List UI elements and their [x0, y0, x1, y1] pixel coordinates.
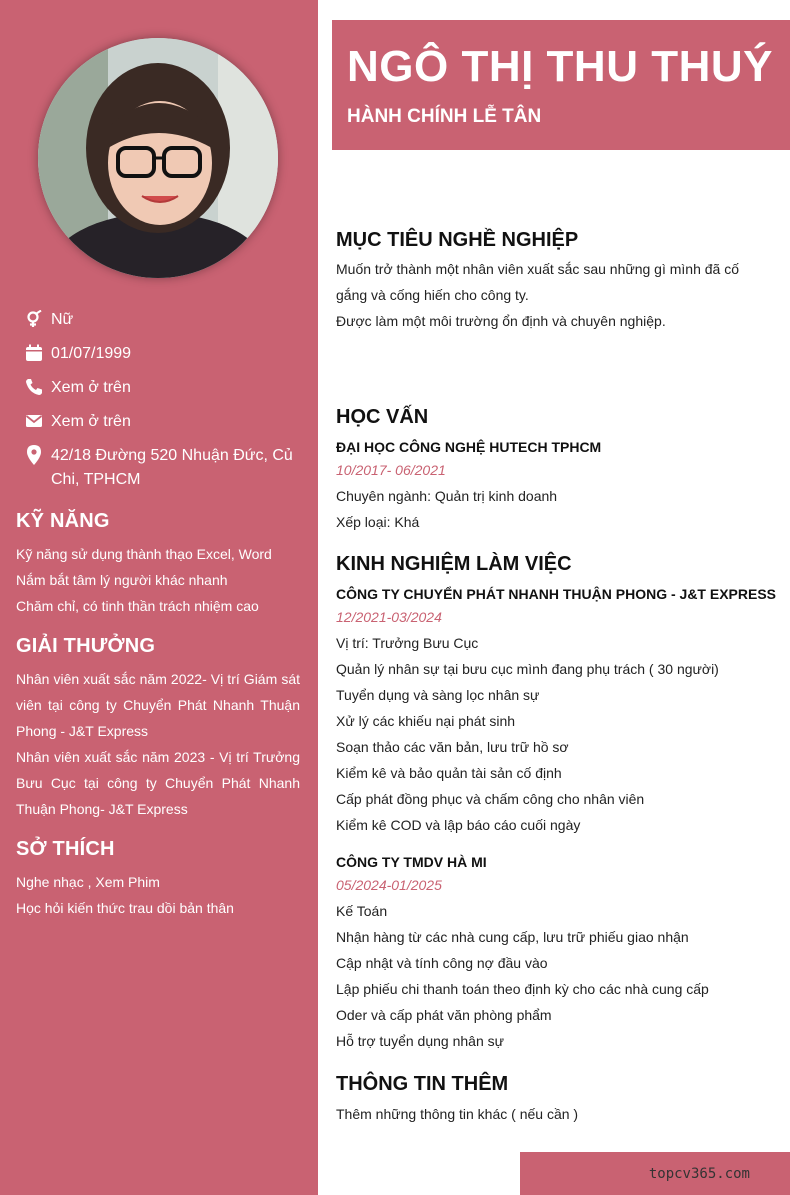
extra-info-line: Thêm những thông tin khác ( nếu cần ) — [336, 1106, 579, 1122]
header-banner — [332, 20, 790, 150]
school-name: ĐẠI HỌC CÔNG NGHỆ HUTECH TPHCM — [336, 439, 602, 455]
award-item: Nhân viên xuất sắc năm 2023 - Vị trí Trưởng Bưu Cục tại công ty Chuyển Phát Nhanh Thuận Phong- J&T Express — [16, 749, 300, 817]
skills-title: KỸ NĂNG — [16, 510, 110, 532]
job-line: Vị trí: Trưởng Bưu Cục — [336, 635, 479, 651]
company-name: CÔNG TY CHUYỂN PHÁT NHANH THUẬN PHONG - J&T EXPRESS — [336, 586, 777, 602]
award-item: Nhân viên xuất sắc năm 2022- Vị trí Giám sát viên tại công ty Chuyển Phát Nhanh Thuận Phong - J&T Express — [16, 671, 300, 739]
job-period: 05/2024-01/2025 — [336, 877, 442, 893]
job-line: Cập nhật và tính công nợ đầu vào — [336, 955, 548, 971]
location-icon — [24, 444, 44, 466]
hobby-item: Nghe nhạc , Xem Phim — [16, 874, 160, 890]
job-line: Lập phiếu chi thanh toán theo định kỳ cho các nhà cung cấp — [336, 981, 709, 997]
email-icon — [24, 410, 44, 432]
contact-gender — [24, 308, 304, 332]
education-line: Chuyên ngành: Quản trị kinh doanh — [336, 488, 558, 504]
objective-line: Muốn trở thành một nhân viên xuất sắc sau những gì mình đã cố gắng và cống hiến cho công ty. — [336, 261, 740, 303]
company-name: CÔNG TY TMDV HÀ MI — [336, 854, 487, 870]
job-line: Tuyển dụng và sàng lọc nhân sự — [336, 687, 540, 703]
contact-address — [24, 444, 304, 492]
hobbies-title: SỞ THÍCH — [16, 838, 115, 860]
job-line: Xử lý các khiếu nại phát sinh — [336, 713, 516, 729]
job-line: Oder và cấp phát văn phòng phẩm — [336, 1007, 552, 1023]
job-line: Quản lý nhân sự tại bưu cục mình đang phụ trách ( 30 người) — [336, 661, 719, 677]
footer-banner — [520, 1152, 790, 1195]
education-section — [336, 406, 766, 535]
objective-section — [336, 229, 766, 334]
job-period: 12/2021-03/2024 — [336, 609, 442, 625]
education-line: Xếp loại: Khá — [336, 514, 420, 530]
contact-email — [24, 410, 304, 434]
awards-section — [16, 635, 300, 822]
objective-line: Được làm một môi trường ổn định và chuyên nghiệp. — [336, 313, 666, 329]
skills-section — [16, 510, 300, 619]
education-title: HỌC VẤN — [336, 406, 429, 428]
contact-info — [24, 308, 304, 502]
phone-text: Xem ở trên — [51, 379, 131, 396]
contact-birthday — [24, 342, 304, 366]
skill-item: Chăm chỉ, có tinh thần trách nhiệm cao — [16, 598, 259, 614]
job-line: Hỗ trợ tuyển dụng nhân sự — [336, 1033, 504, 1049]
phone-icon — [24, 376, 44, 398]
skill-item: Nắm bắt tâm lý người khác nhanh — [16, 572, 228, 588]
education-period: 10/2017- 06/2021 — [336, 462, 446, 478]
sidebar — [0, 0, 318, 1195]
candidate-role: HÀNH CHÍNH LỄ TÂN — [347, 106, 542, 127]
job-line: Kế Toán — [336, 903, 388, 919]
hobby-item: Học hỏi kiến thức trau dồi bản thân — [16, 900, 234, 916]
address-text: 42/18 Đường 520 Nhuận Đức, Củ Chi, TPHCM — [51, 447, 293, 488]
gender-icon — [24, 308, 44, 330]
avatar — [38, 38, 278, 278]
skill-item: Kỹ năng sử dụng thành thạo Excel, Word — [16, 546, 272, 562]
job-line: Soạn thảo các văn bản, lưu trữ hồ sơ — [336, 739, 569, 755]
site-watermark: topcv365.com — [648, 1166, 750, 1182]
experience-section — [336, 553, 777, 1054]
job-line: Kiểm kê và bảo quản tài sản cố định — [336, 765, 562, 781]
extra-info-title: THÔNG TIN THÊM — [336, 1073, 509, 1095]
email-text: Xem ở trên — [51, 413, 131, 430]
job-line: Cấp phát đồng phục và chấm công cho nhân viên — [336, 791, 645, 807]
job-line: Kiểm kê COD và lập báo cáo cuối ngày — [336, 817, 581, 833]
candidate-name: NGÔ THỊ THU THUÝ — [347, 42, 773, 91]
experience-title: KINH NGHIỆM LÀM VIỆC — [336, 553, 572, 575]
gender-text: Nữ — [51, 311, 74, 328]
profile-photo — [38, 38, 278, 278]
calendar-icon — [24, 342, 44, 364]
contact-phone — [24, 376, 304, 400]
hobbies-section — [16, 838, 300, 921]
objective-title: MỤC TIÊU NGHỀ NGHIỆP — [336, 229, 579, 251]
extra-info-section — [336, 1073, 766, 1127]
awards-title: GIẢI THƯỞNG — [16, 635, 156, 657]
job-line: Nhận hàng từ các nhà cung cấp, lưu trữ phiếu giao nhận — [336, 929, 689, 945]
birthday-text: 01/07/1999 — [51, 345, 132, 362]
